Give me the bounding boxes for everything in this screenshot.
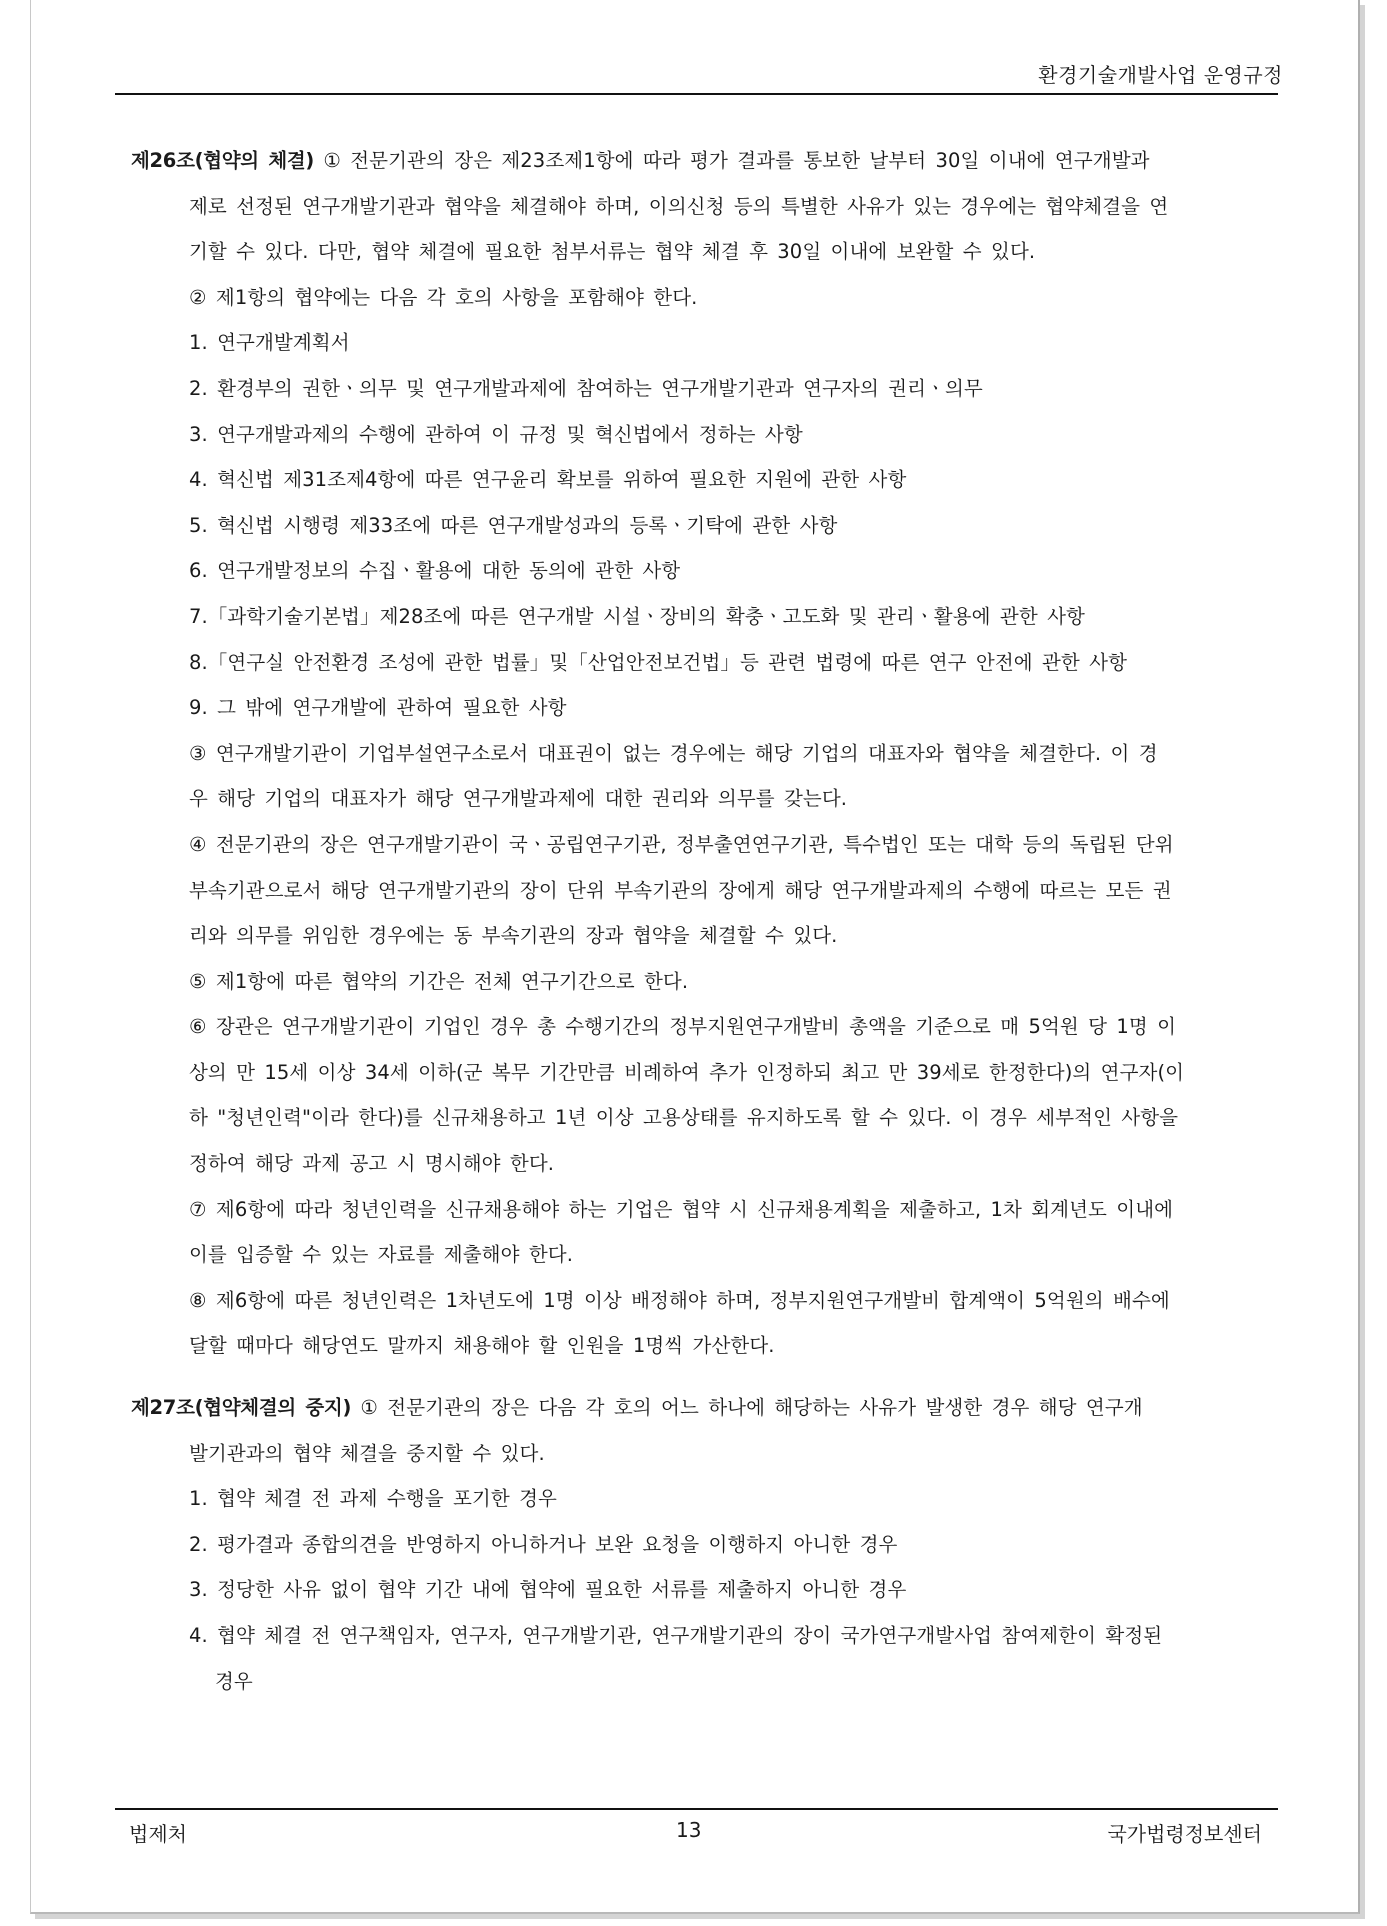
article-27-first-line: [131, 1385, 1311, 1431]
document-body: [131, 138, 1311, 1704]
article-26-first-line: [131, 138, 1311, 184]
article-26-item: 4. 혁신법 제31조제4항에 따른 연구윤리 확보를 위하여 필요한 지원에 관한 사항: [189, 468, 907, 492]
article-26-item: 2. 환경부의 권한ㆍ의무 및 연구개발과제에 참여하는 연구개발기관과 연구자의 권리ㆍ의무: [189, 376, 983, 400]
article-27-heading: 제27조(협약체결의 중지): [131, 1396, 352, 1420]
article-26-text: 달할 때마다 해당연도 말까지 채용해야 할 인원을 1명씩 가산한다.: [189, 1334, 775, 1358]
article-26-text: 정하여 해당 과제 공고 시 명시해야 한다.: [189, 1152, 555, 1176]
article-27-text: 경우: [215, 1669, 253, 1693]
article-26-paragraph: ⑦ 제6항에 따라 청년인력을 신규채용해야 하는 기업은 협약 시 신규채용계획을 제출하고, 1차 회계년도 이내에: [189, 1197, 1174, 1221]
article-spacer: [131, 1369, 1311, 1385]
footer-publisher: 법제처: [129, 1822, 187, 1846]
article-27-item: 1. 협약 체결 전 과제 수행을 포기한 경우: [189, 1487, 557, 1511]
article-26-text: 하 "청년인력"이라 한다)를 신규채용하고 1년 이상 고용상태를 유지하도록 할 수 있다. 이 경우 세부적인 사항을: [189, 1106, 1179, 1130]
document-page: [30, 0, 1360, 1914]
article-26-item: 6. 연구개발정보의 수집ㆍ활용에 대한 동의에 관한 사항: [189, 559, 681, 583]
article-27-item: 3. 정당한 사유 없이 협약 기간 내에 협약에 필요한 서류를 제출하지 아니한 경우: [189, 1578, 907, 1602]
article-26-item: 3. 연구개발과제의 수행에 관하여 이 규정 및 혁신법에서 정하는 사항: [189, 422, 803, 446]
page-number: 13: [676, 1818, 702, 1842]
article-26-item: 5. 혁신법 시행령 제33조에 따른 연구개발성과의 등록ㆍ기탁에 관한 사항: [189, 513, 838, 537]
article-26-item: 1. 연구개발계획서: [189, 331, 350, 355]
article-26-text: 제로 선정된 연구개발기관과 협약을 체결해야 하며, 이의신청 등의 특별한 사유가 있는 경우에는 협약체결을 연: [189, 194, 1169, 218]
document-title: 환경기술개발사업 운영규정: [1038, 63, 1283, 87]
article-26-text: ① 전문기관의 장은 제23조제1항에 따라 평가 결과를 통보한 날부터 30일 이내에 연구개발과: [323, 149, 1150, 172]
article-26-paragraph: ③ 연구개발기관이 기업부설연구소로서 대표권이 없는 경우에는 해당 기업의 대표자와 협약을 체결한다. 이 경: [189, 741, 1158, 765]
article-27-item: 2. 평가결과 종합의견을 반영하지 아니하거나 보완 요청을 이행하지 아니한 경우: [189, 1532, 898, 1556]
article-26-item: 9. 그 밖에 연구개발에 관하여 필요한 사항: [189, 696, 567, 720]
article-26-paragraph: ④ 전문기관의 장은 연구개발기관이 국ㆍ공립연구기관, 정부출연연구기관, 특수법인 또는 대학 등의 독립된 단위: [189, 832, 1174, 856]
article-26-text: 이를 입증할 수 있는 자료를 제출해야 한다.: [189, 1243, 574, 1267]
article-26-text: 기할 수 있다. 다만, 협약 체결에 필요한 첨부서류는 협약 체결 후 30일 이내에 보완할 수 있다.: [189, 240, 1036, 264]
article-26-paragraph: ⑥ 장관은 연구개발기관이 기업인 경우 총 수행기간의 정부지원연구개발비 총액을 기준으로 매 5억원 당 1명 이: [189, 1015, 1177, 1039]
article-26-item: 8.「연구실 안전환경 조성에 관한 법률」및「산업안전보건법」등 관련 법령에 따른 연구 안전에 관한 사항: [189, 650, 1128, 674]
article-26-heading: 제26조(협약의 체결): [131, 149, 315, 172]
footer-source: 국가법령정보센터: [1107, 1822, 1262, 1846]
article-26-paragraph: ⑤ 제1항에 따른 협약의 기간은 전체 연구기간으로 한다.: [189, 969, 689, 993]
article-27-text: ① 전문기관의 장은 다음 각 호의 어느 하나에 해당하는 사유가 발생한 경우 해당 연구개: [360, 1396, 1143, 1420]
article-26-text: 부속기관으로서 해당 연구개발기관의 장이 단위 부속기관의 장에게 해당 연구개발과제의 수행에 따르는 모든 권: [189, 878, 1172, 902]
article-27-text: 발기관과의 협약 체결을 중지할 수 있다.: [189, 1441, 545, 1465]
footer-divider: [115, 1808, 1278, 1810]
article-27-item: 4. 협약 체결 전 연구책임자, 연구자, 연구개발기관, 연구개발기관의 장이 국가연구개발사업 참여제한이 확정된: [189, 1624, 1163, 1647]
article-26-paragraph: ⑧ 제6항에 따른 청년인력은 1차년도에 1명 이상 배정해야 하며, 정부지원연구개발비 합계액이 5억원의 배수에: [189, 1288, 1170, 1312]
article-26-item: 7.「과학기술기본법」제28조에 따른 연구개발 시설ㆍ장비의 확충ㆍ고도화 및 관리ㆍ활용에 관한 사항: [189, 604, 1085, 628]
article-26-text: 상의 만 15세 이상 34세 이하(군 복무 기간만큼 비례하여 추가 인정하되 최고 만 39세로 한정한다)의 연구자(이: [189, 1060, 1185, 1084]
article-26-text: 리와 의무를 위임한 경우에는 동 부속기관의 장과 협약을 체결할 수 있다.: [189, 924, 838, 948]
article-26-text: 우 해당 기업의 대표자가 해당 연구개발과제에 대한 권리와 의무를 갖는다.: [189, 787, 848, 811]
article-26-paragraph: ② 제1항의 협약에는 다음 각 호의 사항을 포함해야 한다.: [189, 285, 698, 309]
header-divider: [115, 93, 1278, 95]
